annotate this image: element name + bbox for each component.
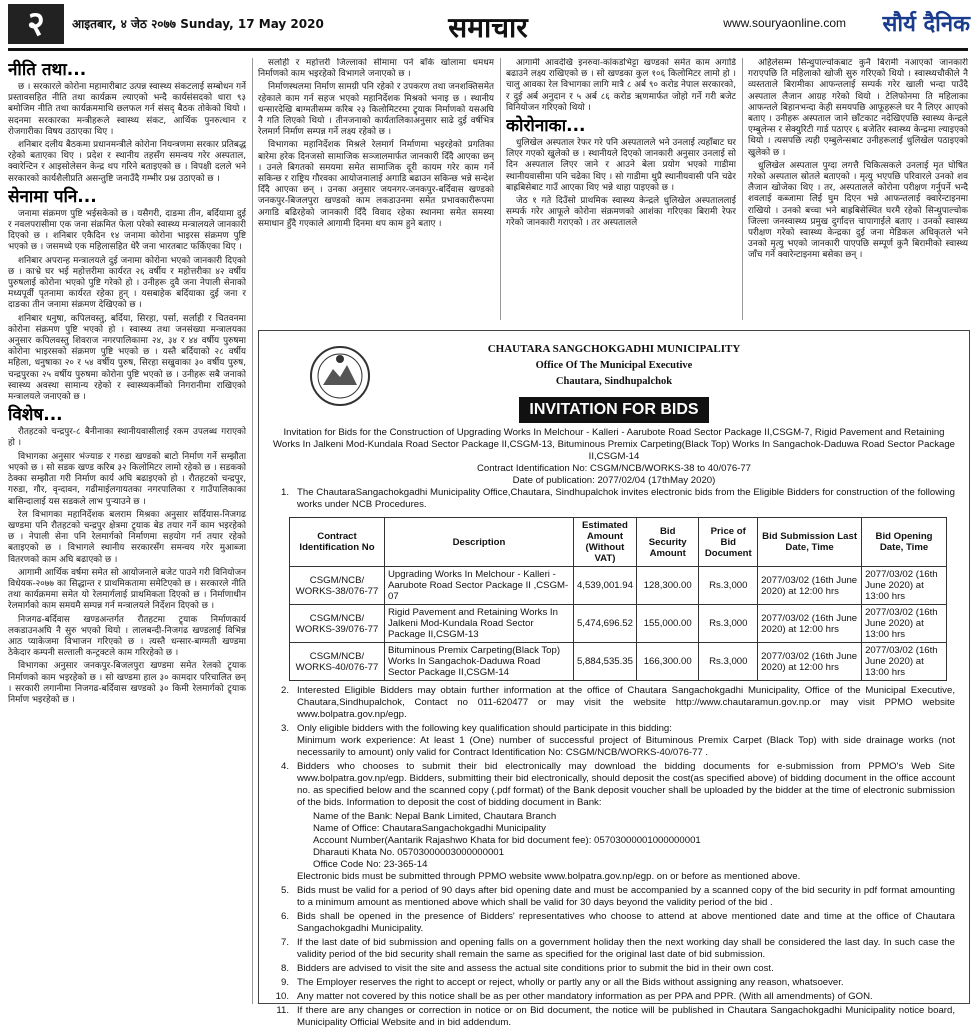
cell-price: Rs.3,000 [699,567,758,605]
paragraph: शनिबार अपरान्ह मन्त्रालयले दुई जनामा कोरोना भएको जानकारी दिएको छ । काभ्रे घर भई महोत्तरीमा कार्यरत २६ वर्षीय र महोत्तरीका ४२ वर्षीय पुरुषलाई कोरोना भएको पुष्टि गरेको हो । उनीहरू दुवै जना नेपाली सेनाको मध्यपूर्वी पृतनामा कार्यरत रहेका हुन् । यसबाहेक बर्दियाका दुई जना र दाङका तीन जनामा संक्रमण देखिएको छ । [8,255,246,311]
bank-details [259,811,969,871]
headline-bishesh: विशेष... [8,405,63,426]
paragraph: अहिलेसम्म सिन्धुपाल्चोकबाट कुनै बिरामी नआएको जानकारी गराएपछि ति महिलाको खोजी सुरु गरिएको थियो । स्वास्थ्यचौकीले नै व्यस्तताले बिरामीका आफन्तलाई सम्पर्क गरेर खाली भन्दा पाउँदै अस्पताल लैजान आग्रह गरेको थियो । टेलिफोनमा ति महिलाका आफन्तले बिहानभन्दा केही समयपछि आफूहरूले घर नै लिएर आएको बताए । उनीहरू अस्पताल जाने छाँटकाट नदेखिएपछि स्वास्थ्य केन्द्रले एम्बुलेन्स र सेक्युरिटी गार्ड पठाएर ६ बजेतिर स्वास्थ्य केन्द्रमा ल्याइएको थियो । त्यसपछि त्यही एम्बुलेन्सबाट उनीहरूलाई धुलिखेल पठाइएको खुलेको छ । [748,58,968,158]
paragraph: विभागका अनुसार जनकपुर-बिजलपुरा खण्डमा समेत रेलको ट्र्याक निर्माणको काम भइरहेको छ । सो खण्डमा हाल ३० कामदार परिचालित छन् । सरकारी लगानीमा निजगढ-बर्दिवास खण्डको ३० किमी रेलमार्गको ट्र्याक निर्माण भइरहेको छ । [8,661,246,705]
paragraph: आगामी आवदेखि इनरुवा-कांकडभिट्टा खण्डको समेत काम अगाडि बढाउने लक्ष्य राखिएको छ । सो खण्डका कुल १०६ किलोमिटर लामो हो । चालु आवका रेल विभागका लागि मात्रै ८ अर्ब ९० करोड नेपाल सरकारको, र दुई अर्ब अनुदान र ५ अर्ब ८६ करोड ऋणमार्फत जोहो गर्ने गरी बजेट विनियोजन गरिएको थियो । [506,58,736,113]
notice-item-6: Bids shall be opened in the presence of Bidders' representatives who choose to attend at above mentioned date and time at the office of Chautara Sangachokgadhi Municipality. [297,911,955,934]
cell-opening: 2077/03/02 (16th June 2020) at 13:00 hrs [862,567,947,605]
bank-name: Name of the Bank: Nepal Bank Limited, Chautara Branch [313,811,557,822]
cell-opening: 2077/03/02 (16th June 2020) at 13:00 hrs [862,605,947,643]
table-row [290,605,947,643]
cell-submission: 2077/03/02 (16th June 2020) at 12:00 hrs [758,567,862,605]
table-header: Bid Opening Date, Time [862,518,947,567]
notice-item-10: Any matter not covered by this notice shall be as per other mandatory information as per PPA and PPR. (With all amendments) of GON. [297,991,873,1002]
masthead [0,0,976,48]
masthead-rule [8,48,968,51]
paragraph: धुलिखेल अस्पताल रेफर गरे पनि अस्पतालले भने उनलाई त्यहाँबाट घर लिएर गएको खुलेको छ । स्थानीयले दिएको जानकारी अनुसार उनलाई सो दिन अस्पताल लिएर जाने र आउने बेला प्रयोग भएको गाडीमा स्थानीयवासीमा पनि चढेका थिए । सो गाडीमा थुप्रै स्थानीयवासी पनि चढेर बाह्रबिसेबाट गाउँ आएका थिए भन्ने थाहा पाइएको छ । [506,138,736,193]
item-number: 9. [280,977,289,988]
municipality-emblem-icon [309,345,371,407]
table-header: Bid Security Amount [636,518,698,567]
office-code: Office Code No: 23-365-14 [313,859,428,870]
notice-intro: Invitation for Bids for the Construction of Upgrading Works In Melchour - Kalleri - Aarubote Road Sector Package II,CSGM-7, Rigid Pavement and Retaining Works In Jalkeni Mod-Kundala Road Sector Package II,CSGM-13, Bituminous Premix Carpeting(Black Top) Works In Sangachok-Daduwa Road Sector Package II,CSGM-14 [273,427,956,462]
notice-item-9: The Employer reserves the right to accept or reject, wholly or partly any or all the Bids without assigning any reason, whatsoever. [297,977,844,988]
account-number: Account Number(Aantarik Rajashwo Khata for bid document fee): 05703000001000000001 [313,835,701,846]
cell-security: 128,300.00 [636,567,698,605]
column-3 [506,58,736,320]
cell-price: Rs.3,000 [699,605,758,643]
item-number: 3. [280,723,289,734]
contract-id: Contract Identification No: CSGM/NCB/WORKS-38 to 40/076-77 [476,463,752,474]
cell-security: 166,300.00 [636,643,698,681]
table-header: Price of Bid Document [699,518,758,567]
cell-security: 155,000.00 [636,605,698,643]
cell-id: CSGM/NCB/ WORKS-39/076-77 [290,605,385,643]
paragraph: सर्लाही र महोत्तरी जिल्लाको सीमामा पर्ने बाँके खोलामा धमधम निर्माणको काम भइरहेको विभागले जनाएको छ । [258,58,494,80]
cell-estimate: 5,884,535.35 [573,643,636,681]
paragraph: विभागका महानिर्देशक मिश्रले रेलमार्ग निर्माणमा भइरहेको प्रगतिका बारेमा हरेक दिनजसो सामाजिक सञ्जालमार्फत जानकारी दिँदै आएका छन् । उनले बिगतको समयमा समेत सामाजिक दूरी कायम गरेर काम गर्ने सकिन्छ र राष्ट्रिय गौरवका आयोजनालाई अगाडि बढाउन सकिन्छ भन्ने सन्देश दिँदै आएका छन् । उनका अनुसार जयनगर-जनकपुर-बर्दिवास खण्डको जनकपुर-बिजलपुरा खण्डको काम लकडाउनमा समेत प्रभावकारीरूपमा अगाडि बढिरहेको जानकारी दिँदै विवाद रहेका स्थानमा समेत समस्या समाधान हुँदै गएकाले आगामी दिनमा थप काम हुने बताए । [258,140,494,229]
item-number: 11. [276,1005,289,1016]
paragraph: निर्माणस्थलमा निर्माण सामग्री पनि रहेको र उपकरण तथा जनशक्तिसमेत रहेकाले काम गर्न सहज भएको महानिर्देशक मिश्रको भनाइ छ । स्थानीय धन्सारदेखि बाग्मतीसम्म करिब २३ किलोमिटरमा ट्र्याक निर्माणको यसअघि नै गति लिएको थियो । तीनजनाको कार्यतालिकाअनुसार साढे दुई वर्षभित्र रेलमार्ग निर्माण सम्पन्न गर्ने लक्ष्य रहेको छ । [258,82,494,138]
headline-corona: कोरोनाका... [506,116,586,137]
headline-sena: सेनामा पनि... [8,186,97,207]
column-divider [252,58,253,1004]
item-number: 6. [280,911,289,922]
electronic-submission-note: Electronic bids must be submitted through PPMO website www.bolpatra.gov.np/egp. on or before as mentioned above. [297,871,801,882]
bids-table [289,517,947,681]
org-name: CHAUTARA SANGCHOKGADHI MUNICIPALITY [487,343,741,355]
paragraph: जेठ १ गते दिउँसो प्राथमिक स्वास्थ्य केन्द्रले धुलिखेल अस्पताललाई सम्पर्क गरेर आफूले कोरोना संक्रमणको आशंका गरिएका बिरामी रेफर गरेको जानकारी गराएको । तर अस्पतालले [506,196,736,229]
column-divider [742,58,743,320]
table-row [290,643,947,681]
page-number: २ [8,4,64,44]
item-number: 5. [280,885,289,896]
cell-desc: Bituminous Premix Carpeting(Black Top) Works In Sangachok-Daduwa Road Sector Package II,CSGM-14 [384,643,573,681]
notice-title: INVITATION FOR BIDS [519,397,709,423]
paragraph: शनिबार दलीय बैठकमा प्रधानमन्त्रीले कोरोना नियन्त्रणमा सरकार प्रतिबद्ध रहेको बताएका थिए । प्रदेश र स्थानीय तहसँग समन्वय गरेर अस्पताल, क्वारेन्टिन र आइसोलेसन केन्द्र थप गरिने बताइएको छ । विपक्षी दलले भने सरकारको कार्यशैलीप्रति असन्तुष्टि जनाउँदै गम्भीर प्रश्न उठाएको छ । [8,140,246,184]
paragraph: रौतहटको चन्द्रपुर-८ बैनीनाका स्थानीयवासीलाई रकम उपलब्ध गराएको हो । [8,427,246,449]
column-2 [258,58,494,320]
section-title: समाचार [448,11,528,44]
cell-submission: 2077/03/02 (16th June 2020) at 12:00 hrs [758,643,862,681]
item-number: 2. [280,685,289,696]
item-number: 1. [280,487,289,498]
headline-niti: नीति तथा... [8,60,87,80]
column-4 [748,58,968,320]
office-name: Office Of The Municipal Executive [535,360,693,371]
cell-estimate: 4,539,001.94 [573,567,636,605]
table-header: Contract Identification No [290,518,385,567]
item-number: 7. [280,937,289,948]
cell-id: CSGM/NCB/ WORKS-40/076-77 [290,643,385,681]
paragraph: छ । सरकारले कोरोना महामारीबाट उत्पन्न स्वास्थ्य संकटलाई सम्बोधन गर्ने प्रस्तावसहित नीति तथा कार्यक्रम ल्याएको भन्दै कार्यसंसदको धारा ९३ बमोजिम नीति तथा कार्यक्रममाथि छलफल गर्न संसद् बैठक तोकेको थियो । सदनमा सरकारका मन्त्रीहरूले स्वास्थ्य संकट, आर्थिक पुनरुत्थान र रोजगारीका विषय उठाएका थिए । [8,82,246,137]
notice-list [259,685,969,809]
notice-item-7: If the last date of bid submission and opening falls on a government holiday then the next working day shall be considered the last day. In such case the validity period of the bid security shall remain the same as specified for the original last date of bid submission. [297,937,955,960]
paragraph: शनिबार धनुषा, कपिलवस्तु, बर्दिया, सिरहा, पर्सा, सर्लाही र चितवनमा कोरोना संक्रमण पुष्टि भएको हो । स्वास्थ्य तथा जनसंख्या मन्त्रालयका अनुसार कपिलवस्तु शिवराज नगरपालिकामा २४, ३४ र ४४ वर्षीय पुरुषमा कोरोना भाइरसको संक्रमण पुष्टि भएको छ । यस्तै बर्दियाको २८ वर्षीय महिला, धनुषाका २० र ५४ वर्षीय पुरुष, सिरहा सखुवाका ३० वर्षीय पुरुष, चन्द्रपुरका २५ वर्षीय पुरुषमा कोरोना पुष्टि भएको छ । उनीहरू सबै जनाको स्वास्थ्य अवस्था सामान्य रहेको र स्वास्थ्यकर्मीको निगरानीमा राखिएको मन्त्रालयले जनाएको छ । [8,313,246,403]
brand-logo: सौर्य दैनिक [882,12,970,37]
notice-item-1: The ChautaraSangachokgadhi Municipality Office,Chautara, Sindhupalchok invites electronic bids from the Eligible Bidders for construction of the following works under NCB Procedures. [297,487,955,510]
paragraph: जनामा संक्रमण पुष्टि भईसकेको छ । यसैगरी, दाङमा तीन, बर्दियामा दुई र नवलपरासीमा एक जना संक्रमित फेला परेको स्वास्थ्य मन्त्रालयले जानकारी दिएको छ । शनिबार एकैदिन १४ जनामा कोरोना भाइरस संक्रमण पुष्टि भएको छ । जसमध्ये एक महिलासहित धेरै जना भारतबाट फर्किएका थिए । [8,208,246,253]
notice-item-2: Interested Eligible Bidders may obtain further information at the office of Chautara Sangachokgadhi Municipality, Office of the Municipal Executive, Chautara,Sindhupalchok, Contact no 011-620477 or may visit the website http://www.chautaramun.gov.np.or may visit PPMO website www.bolpatra.gov.np/egp. [297,685,955,720]
paragraph: रेल विभागका महानिर्देशक बलराम मिश्रका अनुसार सर्दियास-निजगढ खण्डमा पनि रौतहटको चन्द्रपुर क्षेत्रमा ट्र्याक बेड तयार गर्ने काम भइरहेको छ । नेपाली सेना पनि रेलमार्गको निर्माणमा सहयोग गर्न तयार रहेको बताइएको छ । विभागले स्थानीय सरकारसँग समन्वय गरेर मुआब्जा वितरणको काम अघि बढाएको छ । [8,509,246,565]
item-number: 4. [280,761,289,772]
paragraph: आगामी आर्थिक वर्षमा समेत सो आयोजनाले बजेट पाउने गरी विनियोजन विधेयक-२०७७ का सिद्धान्त र प्राथमिकतामा समेटिएको छ । सरकारले नीति तथा कार्यक्रममा समेत यो रेलमार्गलाई प्राथमिकता दिएको छ । निर्माणाधीन रेलमार्गको काम समयमै सम्पन्न गर्न मन्त्रालयले निर्देशन दिएको छ । [8,567,246,612]
cell-submission: 2077/03/02 (16th June 2020) at 12:00 hrs [758,605,862,643]
paragraph: विभागका अनुसार भंज्याङ र गरुडा खण्डको बाटो निर्माण गर्ने सम्झौता भएको छ । सो सडक खण्ड करिब ३२ किलोमिटर लामो रहेको छ । सडकको ठेक्का सम्झौता गरी निर्माण कार्य अघि बढाइएको हो । रौतहटको चन्द्रपुर, गरुडा, गौर, वृन्दावन, गढीमाईलगायतका नगरपालिका र गाउँपालिकाका बासिन्दालाई यस सडकले लाभ पुर्‍याउने छ । [8,451,246,507]
notice-item-11: If there are any changes or correction in notice or on Bid document, the notice will be published in Chautara Sangachokgadhi Municipality notice board, Municipality Official Website and in bid addendum. [297,1005,955,1028]
table-header: Estimated Amount (Without VAT) [573,518,636,567]
dharauti-account: Dharauti Khata No. 05703000003000000001 [313,847,504,858]
notice-item-4: Bidders who chooses to submit their bid electronically may download the bidding documents for e-submission from PPMO's Web Site www.bolpatra.gov.np/egp. Bidders, submitting their bid electronically, should deposit the cost(as specified above) of bidding document in the office account no. as specified below and the scanned copy (.pdf format) of the Bank deposit voucher shall be uploaded by the bidder at the time of electronic submission of the bids. Information to deposit the cost of bidding document in Bank: [297,761,955,808]
table-header: Description [384,518,573,567]
paragraph: धुलिखेल अस्पताल पुग्दा लगत्तै चिकित्सकले उनलाई मृत घोषित गरेको अस्पताल स्रोतले बताएको । मृत्यु भएपछि परिवारले उनको शव लैजान खोजेका थिए । तर, अस्पतालले कोरोना परीक्षण गर्नुपर्ने भन्दै शवलाई कब्जामा लिई घुम दिएन भन्ने आफन्तलाई क्वारेन्टाइनमा राखियो । उनको बच्चा भने बाह्रबिसेस्थित घरमै रहेको सिन्धुपाल्चोक जिल्ला जनस्वास्थ्य प्रमुख दुर्गादत्त चापागाईले बताए । उनको स्वास्थ्य परीक्षण गरेको स्वास्थ्य केन्द्रका दुई जना मेडिकल अधिकृतले भने उनको मृत्यु भएको जानकारी पाएपछि सम्पूर्ण कुनै बिरामीको स्वास्थ्य जाँच गर्ने क्वारेन्टाइनमा बसेका छन् । [748,160,968,261]
table-row [290,567,947,605]
column-divider [500,58,501,320]
notice-item-8: Bidders are advised to visit the site and assess the actual site conditions prior to submit the bid in their own cost. [297,963,774,974]
bid-notice [258,330,970,1028]
cell-desc: Upgrading Works In Melchour - Kalleri - Aarubote Road Sector Package II ,CSGM-07 [384,567,573,605]
cell-desc: Rigid Pavement and Retaining Works In Jalkeni Mod-Kundala Road Sector Package II,CSGM-13 [384,605,573,643]
notice-item-5: Bids must be valid for a period of 90 days after bid opening date and must be accompanied by a scanned copy of the bid security in pdf format amounting to a minimum amount as mentioned above which shall be valid for 30 days beyond the validity period of the bid . [297,885,955,908]
cell-estimate: 5,474,696.52 [573,605,636,643]
cell-id: CSGM/NCB/ WORKS-38/076-77 [290,567,385,605]
notice-list [259,871,969,1029]
paragraph: निजगढ-बर्दिवास खण्डअन्तर्गत रौतहटमा ट्र्याक निर्माणकार्य लकडाउनअघि नै सुरु भएको थियो । लालबन्दी-निजगढ खण्डलाई विभिन्न आठ प्याकेजमा विभाजन गरिएको छ । त्यस्तै धन्सार-बाग्मती खण्डमा ठेकेदार कम्पनी सल्ताली कन्ट्रक्टले काम गरिरहेको छ । [8,614,246,659]
notice-item-3-qualification: Minimum work experience: At least 1 (One) number of successful project of Bituminous Premix Carpet (Black Top) with side drainage works (not necessarily to amount) only valid for Contract Identification No: CSGM/NCB/WORKS-40/076-77 . [297,735,955,758]
notice-item-3: Only eligible bidders with the following key qualification should participate in this bidding: [297,723,672,734]
table-header: Bid Submission Last Date, Time [758,518,862,567]
website-link[interactable]: www.souryaonline.com [723,16,846,30]
notice-list [259,487,969,511]
publication-date: Date of publication: 2077/02/04 (17thMay 2020) [512,475,716,486]
cell-opening: 2077/03/02 (16th June 2020) at 13:00 hrs [862,643,947,681]
office-account-name: Name of Office: ChautaraSangachokgadhi Municipality [313,823,546,834]
dateline: आइतबार, ४ जेठ २०७७ Sunday, 17 May 2020 [72,17,324,31]
office-location: Chautara, Sindhupalchok [555,376,673,387]
column-1 [8,58,246,1004]
item-number: 10. [275,991,289,1002]
cell-price: Rs.3,000 [699,643,758,681]
item-number: 8. [280,963,289,974]
